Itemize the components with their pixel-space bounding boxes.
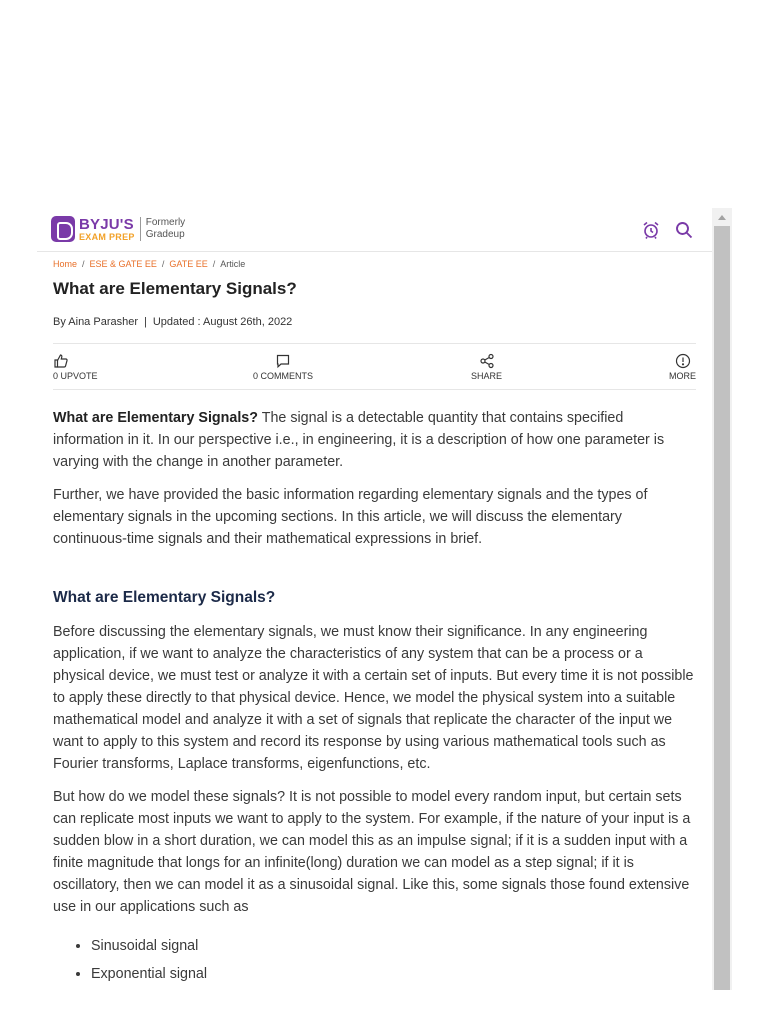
- logo-wordmark: [79, 217, 135, 242]
- share-button[interactable]: [471, 353, 502, 381]
- article-container: [37, 259, 712, 988]
- breadcrumb-separator: /: [212, 259, 216, 269]
- thumbs-up-icon: [53, 353, 69, 369]
- breadcrumb-ese-gate-ee[interactable]: ESE & GATE EE: [89, 259, 157, 269]
- logo-exam-prep-text: EXAM PREP: [79, 231, 135, 242]
- search-icon[interactable]: [674, 220, 694, 240]
- logo-divider: [140, 217, 141, 241]
- share-icon: [479, 353, 495, 369]
- signal-list: [53, 932, 696, 988]
- significance-paragraph: Before discussing the elementary signals, we must know their significance. In any engineering application, if we want to analyze the characteristics of any system that can be a process or a physical device, we must test or analyze it with a certain set of inputs. But every time it is not possible to apply these directly to that physical device. Hence, we model the physical system into a suitable mathematical model and analyze it with a set of signals that replicate the character of the input we want to apply to this system and record its response by using various mathematical tools such as Fourier transforms, Laplace transforms, eigenfunctions, etc.: [53, 624, 694, 772]
- logo-formerly-text: Formerly: [145, 217, 186, 228]
- byjus-logo-mark-icon: [51, 216, 75, 242]
- intro-paragraph: [53, 407, 696, 473]
- breadcrumb: [53, 259, 696, 269]
- header-actions: [641, 220, 694, 240]
- byline-divider: |: [144, 316, 147, 328]
- list-item: • Sinusoidal signal: [91, 932, 696, 960]
- breadcrumb-separator: /: [82, 259, 85, 269]
- author-name[interactable]: By Aina Parasher: [53, 316, 138, 328]
- comments-button[interactable]: [253, 353, 313, 381]
- page-title: What are Elementary Signals?: [53, 279, 297, 298]
- share-label: SHARE: [471, 371, 503, 381]
- logo-byjus-text: BYJU'S: [79, 215, 134, 233]
- breadcrumb-separator: /: [161, 259, 165, 269]
- more-info-icon: [675, 353, 691, 369]
- alarm-clock-icon[interactable]: [641, 220, 661, 240]
- breadcrumb-current: Article: [220, 259, 246, 269]
- byjus-logo[interactable]: [51, 216, 185, 242]
- comments-count-label: 0 COMMENTS: [253, 371, 314, 381]
- article-actions-bar: [53, 343, 696, 390]
- upvote-button[interactable]: [53, 353, 98, 381]
- intro-bold-lead: What are Elementary Signals?: [53, 410, 258, 426]
- overview-paragraph: Further, we have provided the basic information regarding elementary signals and the types of elementary signals in the upcoming sections. In this article, we will discuss the elementary continuous-time signals and their mathematical expressions in brief.: [53, 487, 648, 547]
- site-header: [37, 208, 712, 252]
- comment-icon: [275, 353, 291, 369]
- scrollbar-thumb[interactable]: [714, 226, 730, 990]
- intro-text: The signal is a detectable quantity that contains specified information in it. In our perspective i.e., in engineering, it is a description of how one parameter is varying with the change in another parameter.: [53, 410, 665, 470]
- modeling-paragraph: But how do we model these signals? It is not possible to model every random input, but certain sets can replicate most inputs we want to apply to the system. For example, if the nature of your input is a sudden blow in a short duration, we can model this as an impulse signal; if it is a sudden input with a finite magnitude that longs for an infinite(long) duration we can model as a step signal; if it is oscillatory, then we can model it as a sinusoidal signal. Like this, some signals those found extensive use in our applications such as: [53, 789, 691, 915]
- more-button[interactable]: [669, 353, 696, 381]
- article-byline: [53, 316, 696, 328]
- list-item: • Exponential signal: [91, 960, 696, 988]
- upvote-count-label: 0 UPVOTE: [53, 371, 98, 381]
- breadcrumb-gate-ee[interactable]: GATE EE: [169, 259, 208, 269]
- vertical-scrollbar[interactable]: [712, 208, 732, 990]
- more-label: MORE: [669, 371, 696, 381]
- scroll-up-arrow-icon[interactable]: [712, 208, 732, 226]
- logo-formerly-block: [146, 217, 185, 241]
- section-heading: What are Elementary Signals?: [53, 589, 276, 606]
- breadcrumb-home[interactable]: Home: [53, 259, 78, 269]
- logo-gradeup-text: Gradeup: [145, 229, 185, 240]
- browser-viewport: [37, 208, 712, 990]
- updated-date: Updated : August 26th, 2022: [152, 316, 293, 328]
